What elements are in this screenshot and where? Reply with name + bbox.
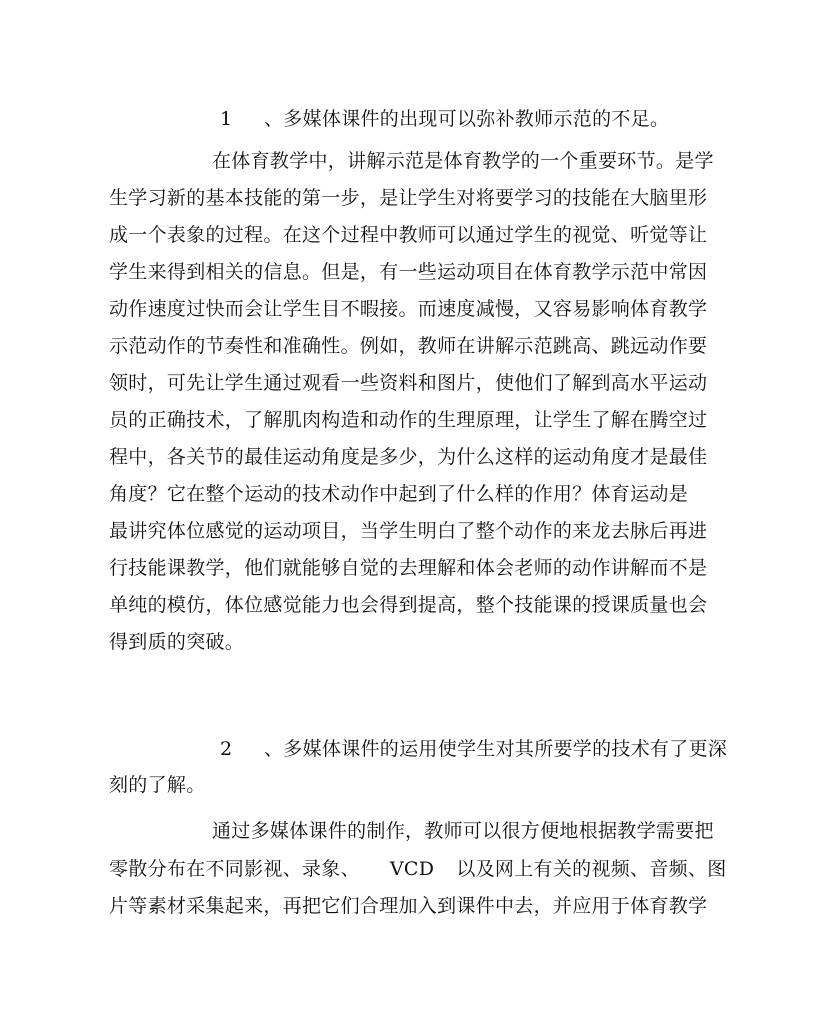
- paragraph-line: 示范动作的节奏性和准确性。例如，教师在讲解示范跳高、跳远动作要: [109, 335, 708, 357]
- paragraph-line-mixed: [109, 854, 727, 884]
- section-1-heading-text: 、多媒体课件的出现可以弥补教师示范的不足。: [264, 108, 670, 130]
- paragraph-line: 员的正确技术，了解肌肉构造和动作的生理原理，让学生了解在腾空过: [109, 409, 708, 431]
- paragraph-line: 单纯的模仿，体位感觉能力也会得到提高，整个技能课的授课质量也会: [109, 594, 708, 616]
- paragraph-line: 领时，可先让学生通过观看一些资料和图片，使他们了解到高水平运动: [109, 372, 708, 394]
- paragraph-line: 得到质的突破。: [109, 631, 245, 653]
- paragraph-line: 最讲究体位感觉的运动项目，当学生明白了整个动作的来龙去脉后再进: [109, 520, 708, 542]
- paragraph-line: 在体育教学中，讲解示范是体育教学的一个重要环节。是学: [212, 150, 714, 172]
- paragraph-line: 通过多媒体课件的制作，教师可以很方便地根据教学需要把: [212, 820, 714, 842]
- vcd-term: VCD: [389, 858, 435, 880]
- section-2-heading-continuation: 刻的了解。: [109, 774, 206, 796]
- section-2-number: 2: [220, 738, 233, 760]
- section-2-heading: [220, 734, 810, 764]
- paragraph-line: 成一个表象的过程。在这个过程中教师可以通过学生的视觉、听觉等让: [109, 224, 708, 246]
- paragraph-line: 学生来得到相关的信息。但是，有一些运动项目在体育教学示范中常因: [109, 261, 708, 283]
- paragraph-segment: 以及网上有关的视频、音频、图: [456, 858, 727, 880]
- paragraph-line: 片等素材采集起来，再把它们合理加入到课件中去，并应用于体育教学: [109, 895, 708, 917]
- paragraph-line: 程中，各关节的最佳运动角度是多少，为什么这样的运动角度才是最佳: [109, 446, 708, 468]
- paragraph-line: 行技能课教学，他们就能够自觉的去理解和体会老师的动作讲解而不是: [109, 557, 708, 579]
- section-1-number: 1: [220, 108, 233, 130]
- paragraph-line: 角度？它在整个运动的技术动作中起到了什么样的作用？体育运动是: [109, 483, 689, 505]
- section-1-heading: [220, 104, 810, 134]
- section-2-heading-text: 、多媒体课件的运用使学生对其所要学的技术有了更深: [264, 738, 728, 760]
- paragraph-line: 动作速度过快而会让学生目不暇接。而速度减慢，又容易影响体育教学: [109, 298, 708, 320]
- paragraph-segment: 零散分布在不同影视、录象、: [109, 858, 360, 880]
- paragraph-line: 生学习新的基本技能的第一步，是让学生对将要学习的技能在大脑里形: [109, 187, 708, 209]
